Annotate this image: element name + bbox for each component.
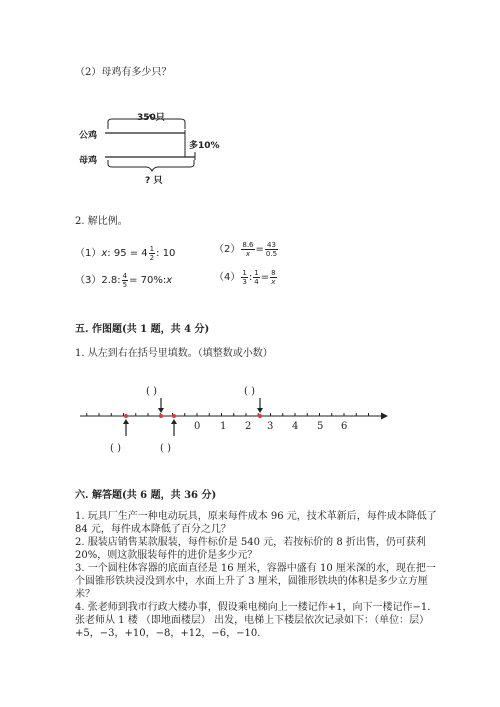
number-line-arrow [381, 413, 388, 420]
section-5-question-1: 1. 从左到右在括号里填数。（填整数或小数） [75, 348, 273, 359]
point-c [172, 414, 176, 418]
proportion-3-mid: = 70%: [129, 275, 167, 286]
proportion-1-mid: : 95 = 4 [107, 248, 148, 259]
rooster-label: 公鸡 [79, 131, 98, 141]
top-count-label: 350只 [137, 113, 165, 123]
arrow-down-1-icon [158, 398, 164, 413]
tick-label-2: 2 [245, 421, 252, 432]
proportion-4-f1-den: 3 [242, 277, 247, 286]
section-6-title: 六. 解答题(共 6 题，共 36 分) [75, 490, 217, 501]
proportion-4-eq: = [260, 272, 270, 283]
section-2-title: 2. 解比例。 [75, 216, 128, 227]
proportion-3-frac-den: 5 [122, 280, 128, 289]
proportion-2-f1-num: 8.6 [242, 240, 254, 249]
proportion-4-number: （4） [214, 272, 241, 283]
section-6-question-2: 2. 服装店销售某款服装，每件标价是 540 元，若按标价的 8 折出售，仍可获利 20%，则这款服装每件的进价是多少元？ [75, 537, 426, 561]
tick-label-4: 4 [292, 421, 299, 432]
proportion-4-f3-den: x [271, 277, 276, 286]
question-2-title: （2）母鸡有多少只？ [75, 67, 172, 78]
blank-below-2[interactable]: ( ) [160, 443, 171, 454]
proportion-2-number: （2） [214, 244, 241, 255]
proportion-2-f2-num: 43 [265, 241, 278, 250]
tick-label-6: 6 [341, 421, 348, 432]
arrow-up-1-icon [123, 419, 129, 436]
bar-diagram-lines [0, 0, 500, 200]
proportion-1-var: x [101, 248, 108, 259]
arrow-up-2-icon [171, 419, 177, 436]
more-percent-label: 多10% [189, 141, 220, 151]
section-6-question-4: 4. 张老师到我市行政大楼办事，假设乘电梯向上一楼记作+1，向下一楼记作−1．张老师从 1 楼 （即地面楼层） 出发，电梯上下楼层依次记录如下：（单位：层）+5，−3，+10，−8，+12，−6，−10. [75, 602, 438, 639]
point-d [258, 414, 262, 418]
proportion-1 [75, 244, 175, 262]
proportion-4-f3-num: 8 [271, 268, 276, 277]
section-6-question-3: 3. 一个圆柱体容器的底面直径是 16 厘米，容器中盛有 10 厘米深的水，现在把一个圆锥形铁块浸没到水中，水面上升了 3 厘米，圆锥形铁块的体积是多少立方厘米？ [75, 563, 436, 600]
proportion-4 [214, 268, 278, 286]
proportion-1-frac-den: 2 [149, 253, 155, 262]
tick-label-0: 0 [194, 421, 201, 432]
proportion-2-eq: = [255, 244, 264, 255]
blank-above-2[interactable]: ( ) [244, 386, 255, 397]
proportion-3-number: （3） [75, 275, 102, 286]
proportion-3-frac-num: 4 [122, 271, 128, 280]
tick-label-5: 5 [317, 421, 324, 432]
tick-label-1: 1 [220, 421, 227, 432]
hen-label: 母鸡 [79, 156, 98, 166]
proportion-4-f2-num: 1 [254, 268, 259, 277]
proportion-4-f1-num: 1 [242, 268, 247, 277]
blank-above-1[interactable]: ( ) [146, 386, 157, 397]
proportion-2-f2-den: 0.5 [265, 249, 278, 258]
proportion-2-f1-den: x [245, 249, 251, 258]
proportion-4-colon: : [248, 272, 253, 283]
proportion-3 [75, 271, 172, 289]
proportion-3-var: x [166, 275, 173, 286]
bottom-brace [108, 160, 194, 171]
point-b [159, 414, 163, 418]
arrow-down-2-icon [257, 398, 263, 413]
bottom-unknown-label: ? 只 [145, 176, 163, 186]
section-5-title: 五. 作图题(共 1 题，共 4 分) [75, 324, 210, 335]
proportion-2 [214, 240, 279, 258]
blank-below-1[interactable]: ( ) [110, 443, 121, 454]
proportion-3-start: 2.8: [101, 275, 121, 286]
section-6-question-1: 1. 玩具厂生产一种电动玩具，原来每件成本 96 元，技术革新后，每件成本降低了 84 元，每件成本降低了百分之几？ [75, 511, 437, 535]
tick-label-3: 3 [267, 421, 274, 432]
top-brace [108, 115, 185, 129]
proportion-1-end: : 10 [156, 248, 176, 259]
proportion-1-frac-num: 1 [149, 244, 155, 253]
point-a [124, 414, 128, 418]
proportion-4-f2-den: 4 [254, 277, 259, 286]
proportion-1-number: （1） [75, 248, 102, 259]
